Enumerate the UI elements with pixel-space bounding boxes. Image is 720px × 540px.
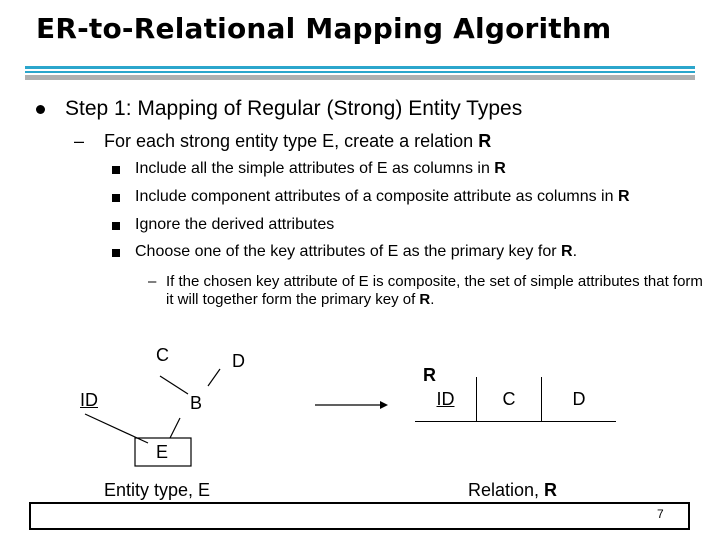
bullet-1-main: Include all the simple attributes of E as columns in [135,160,495,177]
edge-id-e [85,414,148,443]
sub-text-relation: R [478,131,492,151]
footer-box [29,502,690,530]
relation-column-id [415,377,477,422]
relation-column-c [476,377,542,422]
bullet-2-main: Include component attributes of a composite attribute as columns in [135,188,618,205]
dash-glyph: – [74,131,85,151]
relation-column-d [541,377,616,422]
relation-column-c-text: C [502,389,516,409]
note-bold: R [419,291,431,308]
relation-column-id-text: ID [436,389,455,409]
relation-name: R [423,365,436,385]
note-period: . [430,291,435,308]
bullet-4-period: . [572,243,578,260]
sub-text-prefix: For each strong entity type E, create a relation [104,131,479,151]
note-main: If the chosen key attribute of E is composite, the set of simple attributes that form it will together form the primary key of [166,273,703,308]
attribute-id-label: ID [80,390,98,410]
arrow-right-icon [380,401,388,409]
slide-title: ER-to-Relational Mapping Algorithm [36,12,612,45]
bullet-4-bold: R [561,243,573,260]
bullet-1-bold: R [494,160,506,177]
entity-caption: Entity type, E [104,480,211,500]
bullet-3-main: Ignore the derived attributes [135,216,335,233]
attribute-d-label: D [232,351,245,371]
step1-text: Step 1: Mapping of Regular (Strong) Entity Types [65,97,523,120]
relation-column-d-text: D [572,389,586,409]
bullet-4-main: Choose one of the key attributes of E as the primary key for [135,243,561,260]
edge-d-b [208,369,220,386]
relation-caption [468,480,557,501]
attribute-c-label: C [156,345,169,365]
dash-glyph: – [148,273,157,290]
page-number: 7 [657,507,664,521]
relation-caption-bold: R [544,480,558,500]
entity-e-label: E [156,442,169,462]
attribute-b-label: B [190,393,203,413]
bullet-2-bold: R [617,188,630,205]
edge-c-b [160,376,188,394]
edge-b-e [170,418,180,438]
relation-caption-prefix: Relation, [468,480,545,500]
